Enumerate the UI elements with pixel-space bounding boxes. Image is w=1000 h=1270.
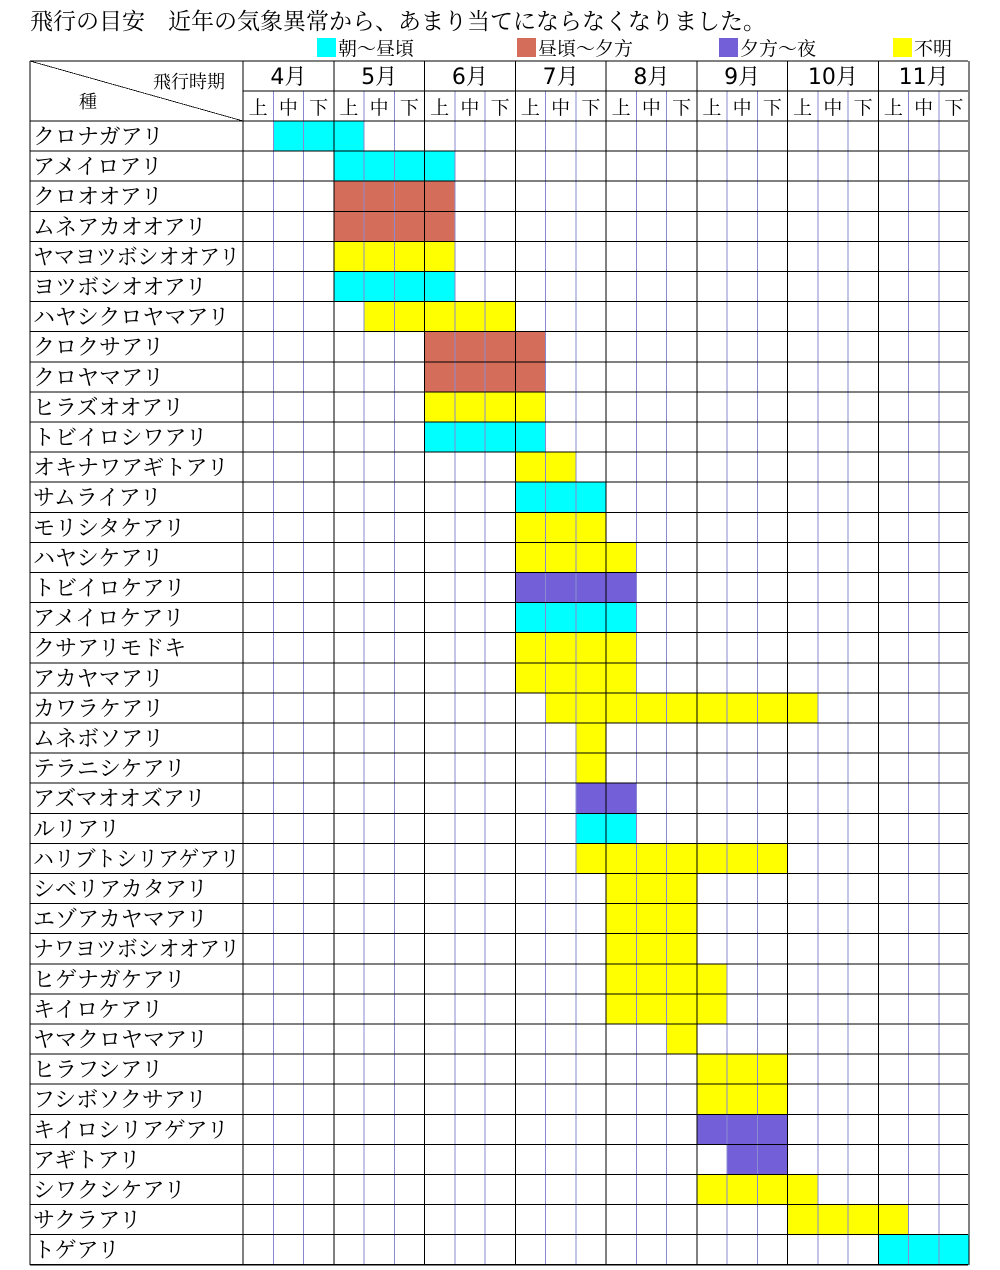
period-cell-10	[515, 392, 546, 423]
period-cell-16	[697, 1084, 728, 1115]
period-cell-18	[757, 693, 788, 724]
period-cell-7	[425, 362, 456, 393]
period-cell-7	[425, 272, 456, 303]
period-cell-12	[576, 843, 607, 874]
period-cell-13	[606, 663, 637, 694]
period-cell-17	[727, 1144, 758, 1175]
period-cell-24	[939, 1235, 970, 1266]
period-cell-13	[606, 633, 637, 664]
period-cell-16	[697, 843, 728, 874]
period-cell-3	[304, 121, 335, 152]
period-cell-16	[697, 1054, 728, 1085]
period-cell-14	[636, 693, 667, 724]
period-cell-10	[515, 422, 546, 453]
month-label: 9月	[724, 65, 761, 90]
period-cell-10	[515, 573, 546, 604]
species-name: フシボソクサアリ	[33, 1088, 208, 1114]
period-cell-10	[515, 512, 546, 543]
grid-lines	[30, 61, 969, 1265]
dekad-label: 下	[399, 97, 419, 119]
species-name: クロヤマアリ	[33, 365, 165, 391]
species-name: クロオオアリ	[33, 185, 163, 211]
period-cell-11	[546, 603, 577, 634]
period-cell-11	[546, 482, 577, 513]
period-cell-15	[667, 964, 698, 995]
period-cell-17	[727, 843, 758, 874]
period-cell-15	[667, 693, 698, 724]
species-name: アズマオオズアリ	[33, 787, 206, 813]
period-cell-4	[334, 211, 365, 242]
dekad-label: 中	[460, 97, 480, 119]
dekad-label: 上	[248, 97, 268, 119]
period-cell-12	[576, 753, 607, 784]
period-cell-9	[485, 392, 516, 423]
period-cell-11	[546, 512, 577, 543]
period-cell-14	[636, 994, 667, 1025]
period-cell-17	[727, 1114, 758, 1145]
period-cell-18	[757, 843, 788, 874]
species-name: テラニシケアリ	[33, 757, 186, 783]
period-cell-11	[546, 573, 577, 604]
period-cell-18	[757, 1054, 788, 1085]
period-cell-14	[636, 904, 667, 935]
species-name: ハヤシクロヤマアリ	[33, 305, 230, 331]
species-name: ナワヨツボシオオアリ	[33, 937, 240, 963]
species-name: ヒラズオオアリ	[33, 395, 185, 421]
legend-label: 夕方～夜	[740, 38, 817, 60]
dekad-label: 下	[672, 97, 692, 119]
period-cell-12	[576, 603, 607, 634]
species-name: キイロシリアゲアリ	[33, 1118, 229, 1144]
month-label: 4月	[270, 65, 307, 90]
period-cell-11	[546, 693, 577, 724]
period-cell-7	[425, 422, 456, 453]
period-cell-9	[485, 422, 516, 453]
period-cell-22	[878, 1205, 909, 1236]
period-cell-17	[727, 1054, 758, 1085]
species-name: アギトアリ	[33, 1148, 141, 1174]
period-cell-13	[606, 904, 637, 935]
month-label: 11月	[898, 65, 949, 90]
period-cell-18	[757, 1114, 788, 1145]
period-cell-12	[576, 512, 607, 543]
period-cell-7	[425, 211, 456, 242]
period-cell-7	[425, 392, 456, 423]
period-cell-17	[727, 693, 758, 724]
period-cell-15	[667, 874, 698, 905]
period-cell-12	[576, 482, 607, 513]
period-cell-12	[576, 783, 607, 814]
period-cell-12	[576, 723, 607, 754]
period-cell-4	[334, 241, 365, 272]
species-name: ヤマヨツボシオオアリ	[33, 245, 240, 271]
period-cell-4	[334, 272, 365, 303]
species-name: シワクシケアリ	[33, 1178, 186, 1204]
period-cell-9	[485, 302, 516, 333]
period-cell-10	[515, 362, 546, 393]
period-cell-16	[697, 693, 728, 724]
period-cell-8	[455, 302, 486, 333]
period-cell-18	[757, 1144, 788, 1175]
species-name: トビイロシワアリ	[33, 426, 208, 451]
period-cell-14	[636, 874, 667, 905]
species-name: トビイロケアリ	[33, 576, 186, 602]
period-cell-18	[757, 1175, 788, 1206]
period-cell-12	[576, 663, 607, 694]
month-label: 8月	[633, 65, 670, 90]
period-cell-6	[394, 151, 425, 182]
month-label: 5月	[361, 65, 398, 90]
period-cell-17	[727, 1175, 758, 1206]
period-cell-13	[606, 693, 637, 724]
species-name: モリシタケアリ	[33, 516, 186, 542]
period-cell-7	[425, 181, 456, 212]
period-cell-13	[606, 603, 637, 634]
period-cell-13	[606, 573, 637, 604]
dekad-label: 中	[369, 97, 389, 119]
period-cell-7	[425, 302, 456, 333]
period-cell-15	[667, 934, 698, 965]
period-cell-2	[273, 121, 304, 152]
dekad-label: 上	[883, 97, 903, 119]
period-cell-16	[697, 964, 728, 995]
species-name: ムネボソアリ	[33, 727, 165, 752]
legend-label: 朝～昼頃	[338, 38, 415, 60]
period-cell-10	[515, 482, 546, 513]
period-cell-4	[334, 151, 365, 182]
species-name: クロナガアリ	[33, 125, 164, 150]
dekad-label: 中	[823, 97, 843, 119]
period-cell-6	[394, 241, 425, 272]
species-name: アメイロアリ	[33, 155, 163, 181]
period-cell-10	[515, 452, 546, 483]
period-cell-7	[425, 332, 456, 363]
dekad-label: 上	[339, 97, 359, 119]
period-cell-19	[788, 1205, 819, 1236]
species-name: ルリアリ	[33, 817, 121, 843]
period-cell-12	[576, 813, 607, 844]
period-cell-21	[848, 1205, 879, 1236]
period-cell-15	[667, 904, 698, 935]
species-name: キイロケアリ	[33, 997, 164, 1023]
period-cell-11	[546, 633, 577, 664]
species-name: ハヤシケアリ	[33, 546, 164, 572]
species-name: ヒラフシアリ	[33, 1058, 164, 1084]
period-cell-5	[364, 241, 395, 272]
period-cell-8	[455, 422, 486, 453]
period-cell-5	[364, 272, 395, 303]
period-cell-12	[576, 693, 607, 724]
legend-label: 昼頃～夕方	[538, 38, 634, 60]
legend-label: 不明	[914, 38, 953, 60]
dekad-label: 上	[430, 97, 450, 119]
period-cell-8	[455, 392, 486, 423]
period-cell-11	[546, 663, 577, 694]
page-title: 飛行の目安 近年の気象異常から、あまり当てにならなくなりました。	[30, 9, 766, 35]
species-name: クサアリモドキ	[33, 636, 187, 662]
dekad-label: 下	[944, 97, 964, 119]
species-name: ハリブトシリアゲアリ	[33, 847, 240, 873]
dekad-label: 上	[520, 97, 540, 119]
period-cell-13	[606, 813, 637, 844]
period-cell-6	[394, 302, 425, 333]
period-cell-10	[515, 332, 546, 363]
period-cell-22	[878, 1235, 909, 1266]
period-cell-13	[606, 783, 637, 814]
species-name: アカヤマアリ	[33, 666, 164, 692]
period-cell-13	[606, 964, 637, 995]
dekad-label: 下	[853, 97, 873, 119]
header-species-label: 種	[79, 92, 97, 113]
month-label: 7月	[542, 65, 579, 90]
dekad-label: 下	[490, 97, 510, 119]
dekad-label: 中	[732, 97, 752, 119]
period-cell-17	[727, 1084, 758, 1115]
dekad-label: 中	[278, 97, 298, 119]
period-cell-10	[515, 663, 546, 694]
period-cell-13	[606, 874, 637, 905]
species-name: ヨツボシオオアリ	[33, 275, 207, 301]
period-cell-15	[667, 1024, 698, 1055]
period-cell-8	[455, 362, 486, 393]
period-cell-13	[606, 934, 637, 965]
period-cell-15	[667, 994, 698, 1025]
species-name: ヤマクロヤマアリ	[33, 1028, 209, 1053]
dekad-label: 上	[611, 97, 631, 119]
period-cell-14	[636, 843, 667, 874]
period-cell-5	[364, 181, 395, 212]
period-cell-11	[546, 452, 577, 483]
period-cell-16	[697, 1175, 728, 1206]
period-cell-9	[485, 362, 516, 393]
species-name: カワラケアリ	[33, 696, 165, 722]
species-name: アメイロケアリ	[33, 606, 185, 632]
period-cell-7	[425, 151, 456, 182]
species-name: シベリアカタアリ	[33, 877, 208, 903]
period-cell-4	[334, 121, 365, 152]
month-label: 10月	[807, 65, 858, 90]
period-cell-11	[546, 542, 577, 573]
species-name: ヒゲナガケアリ	[33, 967, 186, 993]
period-cell-23	[909, 1235, 940, 1266]
period-cell-8	[455, 332, 486, 363]
dekad-label: 中	[641, 97, 661, 119]
period-cell-5	[364, 151, 395, 182]
period-cell-7	[425, 241, 456, 272]
period-cell-6	[394, 211, 425, 242]
period-cell-18	[757, 1084, 788, 1115]
header-period-label: 飛行時期	[153, 72, 225, 93]
period-cell-5	[364, 302, 395, 333]
period-cell-16	[697, 994, 728, 1025]
period-cell-6	[394, 181, 425, 212]
dekad-label: 上	[702, 97, 722, 119]
period-cell-14	[636, 934, 667, 965]
period-cell-10	[515, 633, 546, 664]
dekad-label: 中	[914, 97, 934, 119]
period-cell-10	[515, 603, 546, 634]
period-cell-15	[667, 843, 698, 874]
dekad-label: 下	[581, 97, 601, 119]
period-cell-9	[485, 332, 516, 363]
period-cell-19	[788, 1175, 819, 1206]
period-cell-13	[606, 843, 637, 874]
period-cell-16	[697, 1114, 728, 1145]
month-label: 6月	[451, 65, 488, 90]
period-cell-5	[364, 211, 395, 242]
period-cell-20	[818, 1205, 849, 1236]
dekad-label: 下	[762, 97, 782, 119]
period-cell-13	[606, 542, 637, 573]
period-cell-13	[606, 994, 637, 1025]
species-name: トゲアリ	[33, 1238, 120, 1264]
period-cell-19	[788, 693, 819, 724]
species-name: クロクサアリ	[33, 335, 165, 361]
period-cell-12	[576, 573, 607, 604]
period-cell-6	[394, 272, 425, 303]
period-cell-10	[515, 542, 546, 573]
period-cell-12	[576, 633, 607, 664]
species-name: ムネアカオオアリ	[33, 215, 207, 241]
period-cell-4	[334, 181, 365, 212]
species-name: エゾアカヤマアリ	[33, 907, 208, 933]
species-name: オキナワアギトアリ	[33, 456, 229, 482]
dekad-label: 上	[793, 97, 813, 119]
dekad-label: 中	[551, 97, 571, 119]
period-cell-14	[636, 964, 667, 995]
species-name: サムライアリ	[33, 486, 162, 512]
period-cell-12	[576, 542, 607, 573]
species-name: サクラアリ	[33, 1208, 142, 1234]
dekad-label: 下	[309, 97, 329, 119]
